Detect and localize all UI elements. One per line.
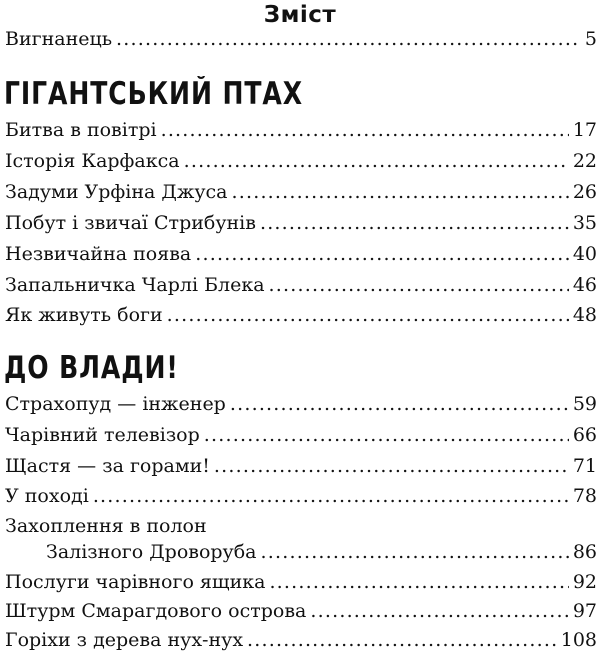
entry-page: 17 bbox=[572, 119, 597, 141]
dot-leader bbox=[260, 209, 569, 237]
dot-leader bbox=[167, 301, 569, 329]
dot-leader bbox=[161, 116, 569, 144]
entry-title: Битва в повітрі bbox=[5, 119, 157, 141]
dot-leader bbox=[269, 568, 568, 596]
entry-title: Страхопуд — інженер bbox=[5, 393, 226, 415]
entry-title: Чарівний телевізор bbox=[5, 424, 200, 446]
section-heading-1: ГІГАНТСЬКИЙ ПТАХ bbox=[4, 76, 304, 112]
toc-entry[interactable] bbox=[5, 421, 597, 449]
entry-title: Залізного Дроворуба bbox=[46, 541, 257, 563]
entry-page: 46 bbox=[572, 274, 597, 296]
entry-page: 78 bbox=[572, 485, 597, 507]
toc-entry[interactable] bbox=[5, 452, 597, 480]
entry-page: 35 bbox=[572, 212, 597, 234]
toc-entry[interactable] bbox=[5, 147, 597, 175]
entry-page: 26 bbox=[572, 181, 597, 203]
dot-leader bbox=[230, 390, 569, 418]
entry-title: Послуги чарівного ящика bbox=[5, 571, 266, 593]
toc-entry[interactable] bbox=[5, 271, 597, 299]
toc-entry-title-line1[interactable]: Захоплення в полон bbox=[5, 515, 207, 537]
entry-title: Запальничка Чарлі Блека bbox=[5, 274, 265, 296]
page-title: Зміст bbox=[263, 2, 337, 28]
entry-title: Штурм Смарагдового острова bbox=[5, 600, 307, 622]
entry-page: 22 bbox=[572, 150, 597, 172]
toc-entry[interactable] bbox=[5, 597, 597, 625]
toc-entry[interactable] bbox=[5, 482, 597, 510]
toc-entry[interactable] bbox=[5, 301, 597, 329]
toc-entry[interactable] bbox=[46, 538, 597, 566]
entry-title: Як живуть боги bbox=[5, 304, 163, 326]
entry-title: Побут і звичаї Стрибунів bbox=[5, 212, 256, 234]
dot-leader bbox=[269, 271, 569, 299]
toc-entry[interactable] bbox=[5, 116, 597, 144]
entry-page: 59 bbox=[572, 393, 597, 415]
entry-page: 97 bbox=[572, 600, 597, 622]
entry-page: 86 bbox=[572, 541, 597, 563]
toc-entry[interactable] bbox=[5, 390, 597, 418]
dot-leader bbox=[214, 452, 569, 480]
toc-entry-intro[interactable] bbox=[5, 25, 597, 53]
entry-title: Вигнанець bbox=[5, 28, 113, 50]
entry-title: Незвичайна поява bbox=[5, 243, 192, 265]
entry-page: 71 bbox=[572, 455, 597, 477]
dot-leader bbox=[310, 597, 568, 625]
entry-title: Щастя — за горами! bbox=[5, 455, 210, 477]
toc-entry[interactable] bbox=[5, 626, 597, 654]
entry-page: 5 bbox=[584, 28, 597, 50]
dot-leader bbox=[93, 482, 569, 510]
dot-leader bbox=[195, 240, 569, 268]
toc-entry[interactable] bbox=[5, 209, 597, 237]
entry-page: 40 bbox=[572, 243, 597, 265]
entry-title: Задуми Урфіна Джуса bbox=[5, 181, 228, 203]
entry-title: Горіхи з дерева нух-нух bbox=[5, 629, 244, 651]
dot-leader bbox=[184, 147, 569, 175]
entry-title: Історія Карфакса bbox=[5, 150, 180, 172]
dot-leader bbox=[116, 25, 581, 53]
entry-title: У поході bbox=[5, 485, 89, 507]
dot-leader bbox=[261, 538, 569, 566]
entry-page: 48 bbox=[572, 304, 597, 326]
dot-leader bbox=[204, 421, 569, 449]
entry-page: 92 bbox=[572, 571, 597, 593]
dot-leader bbox=[231, 178, 568, 206]
toc-entry[interactable] bbox=[5, 178, 597, 206]
toc-entry[interactable] bbox=[5, 240, 597, 268]
section-heading-2: ДО ВЛАДИ! bbox=[4, 350, 179, 386]
dot-leader bbox=[247, 626, 557, 654]
toc-entry[interactable] bbox=[5, 568, 597, 596]
entry-page: 108 bbox=[560, 629, 597, 651]
entry-page: 66 bbox=[572, 424, 597, 446]
